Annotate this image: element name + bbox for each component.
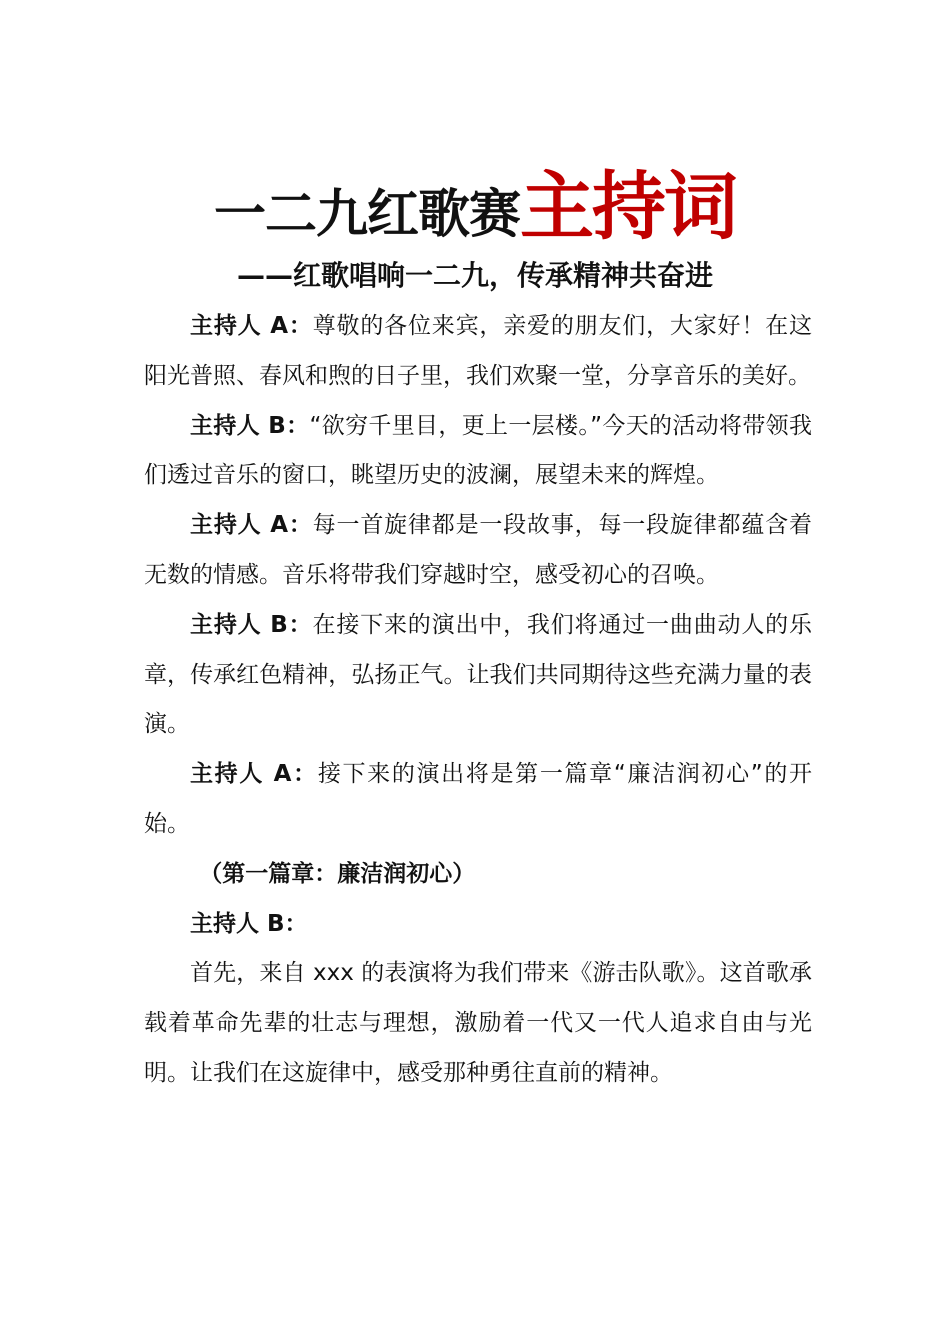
dialogue-text: “欲穷千里目，更上一层楼。”今天的活动将带领我们透过音乐的窗口，眺望历史的波澜，展望未来的辉煌。 (144, 412, 812, 489)
speaker-label-line: 主持人 B： (190, 910, 308, 937)
title-accent-text: 主持词 (520, 164, 736, 250)
document-body (144, 302, 812, 1099)
dialogue-paragraph (144, 402, 812, 502)
document-subtitle: ——红歌唱响一二九，传承精神共奋进 (236, 259, 713, 292)
dialogue-paragraph (144, 601, 812, 750)
chapter-heading: （第一篇章：廉洁润初心） (199, 860, 476, 887)
dialogue-paragraph (144, 750, 812, 850)
document-title (0, 148, 950, 250)
intro-paragraph: 首先，来自 xxx 的表演将为我们带来《游击队歌》。这首歌承载着革命先辈的壮志与理想，激励着一代又一代人追求自由与光明。让我们在这旋律中，感受那种勇往直前的精神。 (144, 960, 812, 1086)
speaker-label: 主持人 A： (190, 761, 318, 788)
speaker-label: 主持人 B： (190, 412, 310, 439)
dialogue-text: 接下来的演出将是第一篇章“廉洁润初心”的开始。 (144, 761, 812, 837)
dialogue-text: 每一首旋律都是一段故事，每一段旋律都蕴含着无数的情感。音乐将带我们穿越时空，感受初心的召唤。 (144, 512, 813, 588)
dialogue-paragraph (144, 501, 812, 601)
speaker-label: 主持人 B： (190, 611, 313, 638)
dialogue-text: 尊敬的各位来宾，亲爱的朋友们，大家好！在这阳光普照、春风和煦的日子里，我们欢聚一堂，分享音乐的美好。 (144, 313, 813, 389)
dialogue-text: 在接下来的演出中，我们将通过一曲曲动人的乐章，传承红色精神，弘扬正气。让我们共同期待这些充满力量的表演。 (144, 611, 813, 738)
title-main-text: 一二九红歌赛 (213, 185, 520, 245)
speaker-label: 主持人 A： (190, 313, 313, 339)
dialogue-paragraph (144, 302, 812, 402)
speaker-label: 主持人 A： (190, 512, 313, 539)
